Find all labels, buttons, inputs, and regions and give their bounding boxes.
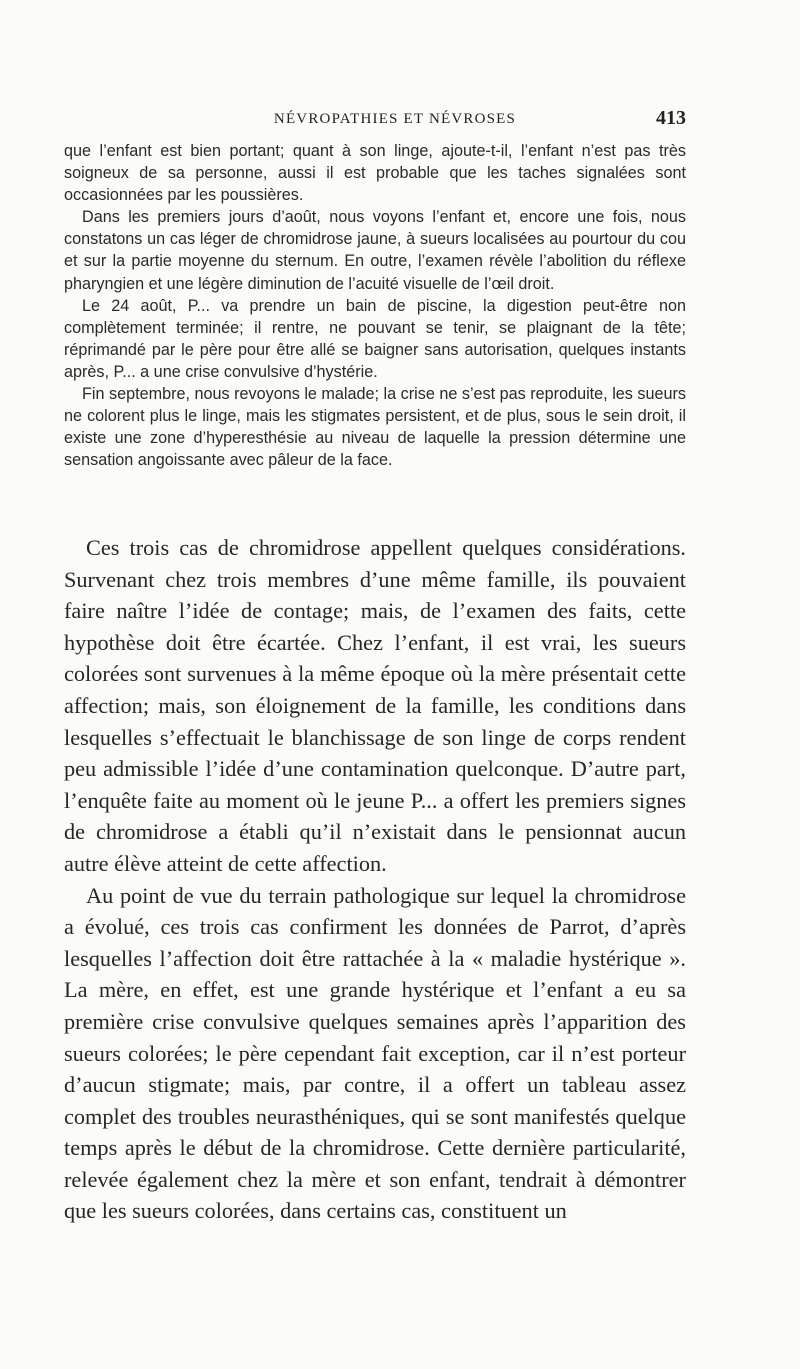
discussion-text [64,532,686,1227]
paragraph: Fin septembre, nous revoyons le malade; la crise ne s’est pas reproduite, les sueurs ne colorent plus le linge, mais les stigmates persistent, et de plus, sous le sein droit, il existe une zone d’hyperesthésie au niveau de laquelle la pression détermine une sensation angoissante avec pâleur de la face. [64,385,686,470]
paragraph: Le 24 août, P... va prendre un bain de piscine, la digestion peut-être non complètement terminée; il rentre, ne pouvant se tenir, se plaignant de la tête; réprimandé par le père pour être allé se baigner sans autorisation, quelques instants après, P... a une crise convulsive d’hystérie. [64,296,686,381]
running-title: NÉVROPATHIES ET NÉVROSES [273,111,517,127]
case-report-text [64,140,686,471]
paragraph: Ces trois cas de chromidrose appellent quelques considérations. Survenant chez trois membres d’une même famille, ils pouvaient faire naître l’idée de contage; mais, de l’examen des faits, cette hypothèse doit être écartée. Chez l’enfant, il est vrai, les sueurs colorées sont survenues à la même époque où la mère présentait cette affection; mais, son éloignement de la famille, les conditions dans lesquelles s’effectuait le blanchissage de son linge de corps rendent peu admissible l’idée d’une contamination quelconque. D’autre part, l’enquête faite au moment où le jeune P... a offert les premiers signes de chromidrose a établi qu’il n’existait dans le pensionnat aucun autre élève atteint de cette affection. [64,535,686,876]
page-header [64,107,686,131]
paragraph: que l’enfant est bien portant; quant à son linge, ajoute-t-il, l’enfant n’est pas très soigneux de sa personne, aussi il est probable que les taches signalées sont occasionnées par les poussières. [64,142,686,205]
page-number: 413 [656,107,686,129]
paragraph: Dans les premiers jours d’août, nous voyons l’enfant et, encore une fois, nous constatons un cas léger de chromidrose jaune, à sueurs localisées au pourtour du cou et sur la partie moyenne du sternum. En outre, l’examen révèle l’abolition du réflexe pharyngien et une légère diminution de l’acuité visuelle de l’œil droit. [64,208,686,293]
paragraph: Au point de vue du terrain pathologique sur lequel la chromidrose a évolué, ces trois cas confirment les données de Parrot, d’après lesquelles l’affection doit être rattachée à la « maladie hystérique ». La mère, en effet, est une grande hystérique et l’enfant a eu sa première crise convulsive quelques semaines après l’apparition des sueurs colorées; le père cependant fait exception, car il n’est porteur d’aucun stigmate; mais, par contre, il a offert un tableau assez complet des troubles neurasthéniques, qui se sont manifestés quelque temps après le début de la chromidrose. Cette dernière particularité, relevée également chez la mère et son enfant, tendrait à démontrer que les sueurs colorées, dans certains cas, constituent un [64,882,686,1224]
